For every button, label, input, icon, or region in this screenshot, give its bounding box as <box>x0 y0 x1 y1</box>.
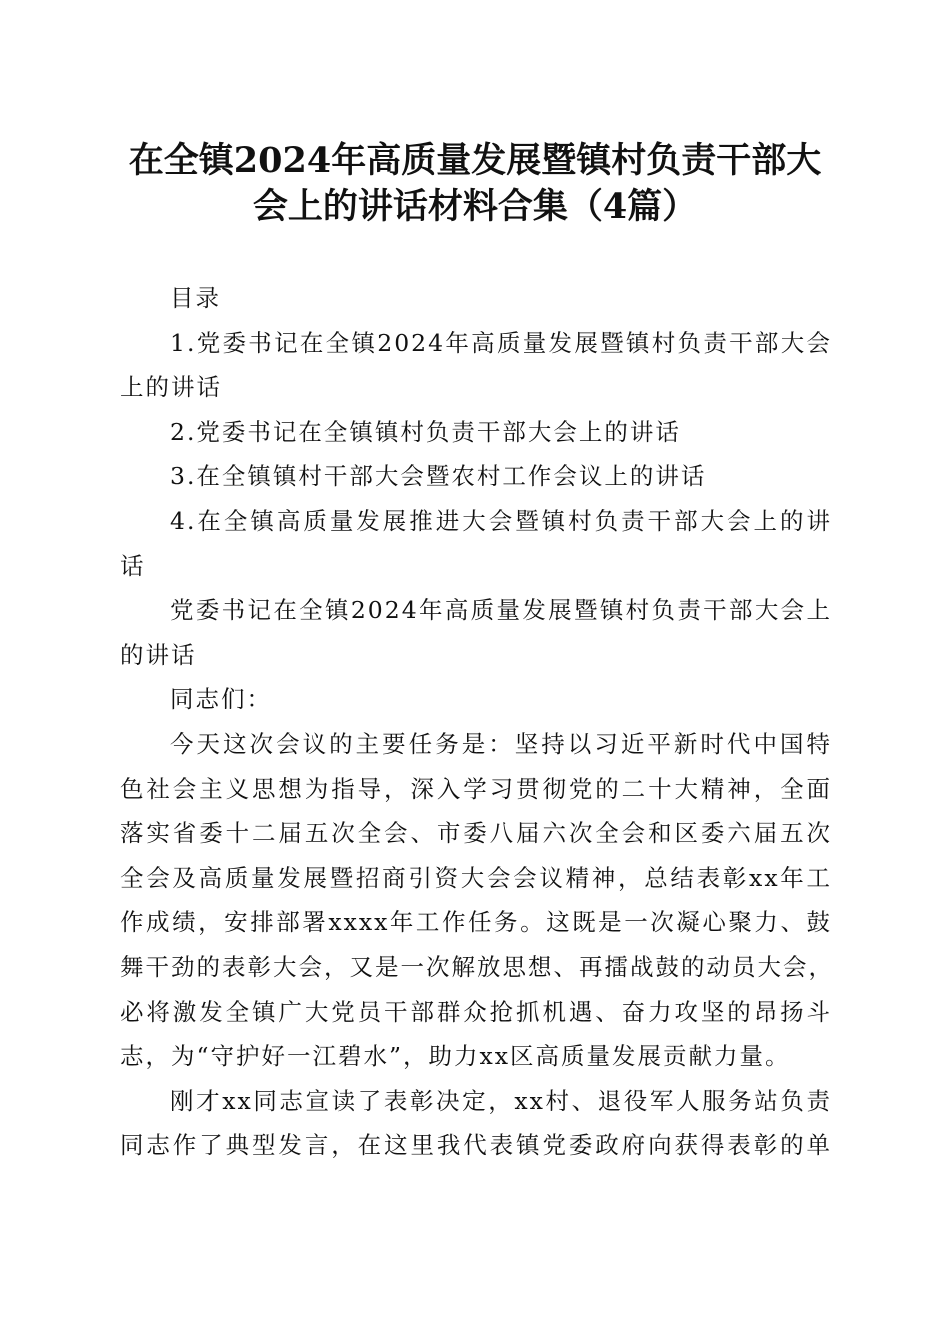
toc-item-2: 2.党委书记在全镇镇村负责干部大会上的讲话 <box>170 417 681 446</box>
document-title-line-1: 在全镇2024年高质量发展暨镇村负责干部大 <box>128 140 822 181</box>
toc-heading: 目录 <box>170 284 221 312</box>
toc-item-3: 3.在全镇镇村干部大会暨农村工作会议上的讲话 <box>170 462 707 491</box>
toc-item-1: 1.党委书记在全镇2024年高质量发展暨镇村负责干部大会 <box>170 328 832 357</box>
toc-item-4-continued: 话 <box>120 551 146 580</box>
paragraph-1-line: 志，为“守护好一江碧水”，助力xx区高质量发展贡献力量。 <box>120 1042 791 1071</box>
paragraph-2-line: 刚才xx同志宣读了表彰决定，xx村、退役军人服务站负责 <box>170 1086 832 1115</box>
paragraph-1-line: 舞干劲的表彰大会，又是一次解放思想、再擂战鼓的动员大会， <box>120 952 834 981</box>
document-body <box>120 276 832 1168</box>
section-title: 党委书记在全镇2024年高质量发展暨镇村负责干部大会上 <box>170 596 832 625</box>
paragraph-1-line: 必将激发全镇广大党员干部群众抢抓机遇、奋力攻坚的昂扬斗 <box>120 997 832 1026</box>
document-title-line-2: 会上的讲话材料合集（4篇） <box>252 186 698 227</box>
toc-item-1-continued: 上的讲话 <box>120 373 222 402</box>
paragraph-1-line: 今天这次会议的主要任务是：坚持以习近平新时代中国特 <box>170 729 832 758</box>
paragraph-1-line: 色社会主义思想为指导，深入学习贯彻党的二十大精神，全面 <box>120 774 832 803</box>
paragraph-1-line: 落实省委十二届五次全会、市委八届六次全会和区委六届五次 <box>120 819 832 848</box>
section-title-continued: 的讲话 <box>120 640 197 669</box>
toc-item-4: 4.在全镇高质量发展推进大会暨镇村负责干部大会上的讲 <box>170 506 832 535</box>
salutation: 同志们： <box>170 685 272 714</box>
paragraph-2-line: 同志作了典型发言，在这里我代表镇党委政府向获得表彰的单 <box>120 1131 832 1160</box>
paragraph-1-line: 全会及高质量发展暨招商引资大会会议精神，总结表彰xx年工 <box>120 863 832 892</box>
paragraph-1-line: 作成绩，安排部署xxxx年工作任务。这既是一次凝心聚力、鼓 <box>120 908 832 937</box>
